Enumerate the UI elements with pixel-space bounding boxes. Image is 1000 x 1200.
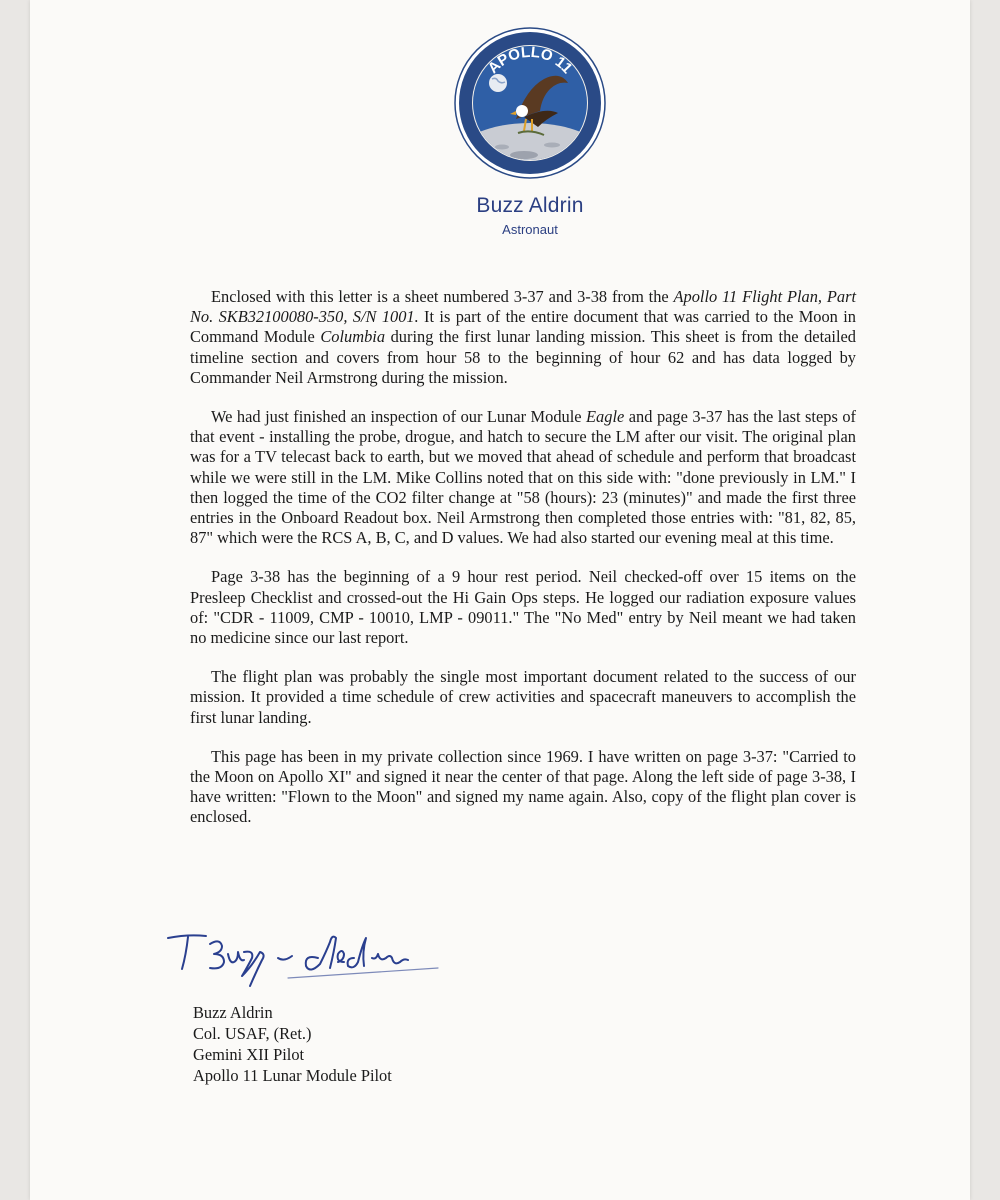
- letterhead-title: Astronaut: [502, 222, 558, 237]
- letterhead-name: Buzz Aldrin: [476, 194, 584, 217]
- signoff-rank: Col. USAF, (Ret.): [193, 1024, 312, 1043]
- letterhead: [330, 192, 730, 240]
- document-title: Apollo 11 Flight Plan, Part No. SKB32100080-350, S/N 1001.: [190, 287, 856, 327]
- patch-label: APOLLO 11: [484, 43, 576, 78]
- command-module-name: Columbia: [320, 327, 386, 347]
- signature-block: [193, 1002, 392, 1086]
- paragraph-3: Page 3-38 has the beginning of a 9 hour rest period. Neil checked-off over 15 items on the Presleep Checklist and crossed-out the Hi Gain Ops steps. He logged our radiation exposure values of: "CDR - 11009, CMP - 10010, LMP - 09011." The "No Med" entry by Neil meant we had taken no medicine since our last report.: [190, 567, 856, 648]
- handwritten-signature: [158, 918, 478, 998]
- lunar-module-name: Eagle: [586, 407, 625, 427]
- signoff-name: Buzz Aldrin: [193, 1003, 273, 1022]
- apollo-11-mission-patch-icon: [454, 27, 606, 179]
- paragraph-2: We had just finished an inspection of our Lunar Module Eagle and page 3-37 has the last steps of that event - installing the probe, drogue, and hatch to secure the LM after our visit. The original plan was for a TV telecast back to earth, but we moved that ahead of schedule and perform that broadcast while we were still in the LM. Mike Collins noted that on this side with: "done previously in LM." I then logged the time of the CO2 filter change at "58 (hours): 23 (minutes)" and made the first three entries in the Onboard Readout box. Neil Armstrong then completed those entries with: "81, 82, 85, 87" which were the RCS A, B, C, and D values. We had also started our evening meal at this time.: [190, 407, 856, 548]
- signoff-role-gemini: Gemini XII Pilot: [193, 1045, 305, 1064]
- paragraph-1: Enclosed with this letter is a sheet numbered 3-37 and 3-38 from the Apollo 11 Flight Plan, Part No. SKB32100080-350, S/N 1001. It is part of the entire document that was carried to the Moon in Command Module Columbia during the first lunar landing mission. This sheet is from the detailed timeline section and covers from hour 58 to the beginning of hour 62 and has data logged by Commander Neil Armstrong during the mission.: [190, 287, 856, 387]
- paragraph-4: The flight plan was probably the single most important document related to the success of our mission. It provided a time schedule of crew activities and spacecraft maneuvers to accomplish the first lunar landing.: [190, 667, 856, 727]
- signoff-role-apollo: Apollo 11 Lunar Module Pilot: [193, 1066, 392, 1085]
- paragraph-5: This page has been in my private collection since 1969. I have written on page 3-37: "Carried to the Moon on Apollo XI" and signed it near the center of that page. Along the left side of page 3-38, I have written: "Flown to the Moon" and signed my name again. Also, copy of the flight plan cover is enclosed.: [190, 746, 856, 827]
- letter-page: [30, 0, 970, 1200]
- letter-body: [190, 287, 856, 847]
